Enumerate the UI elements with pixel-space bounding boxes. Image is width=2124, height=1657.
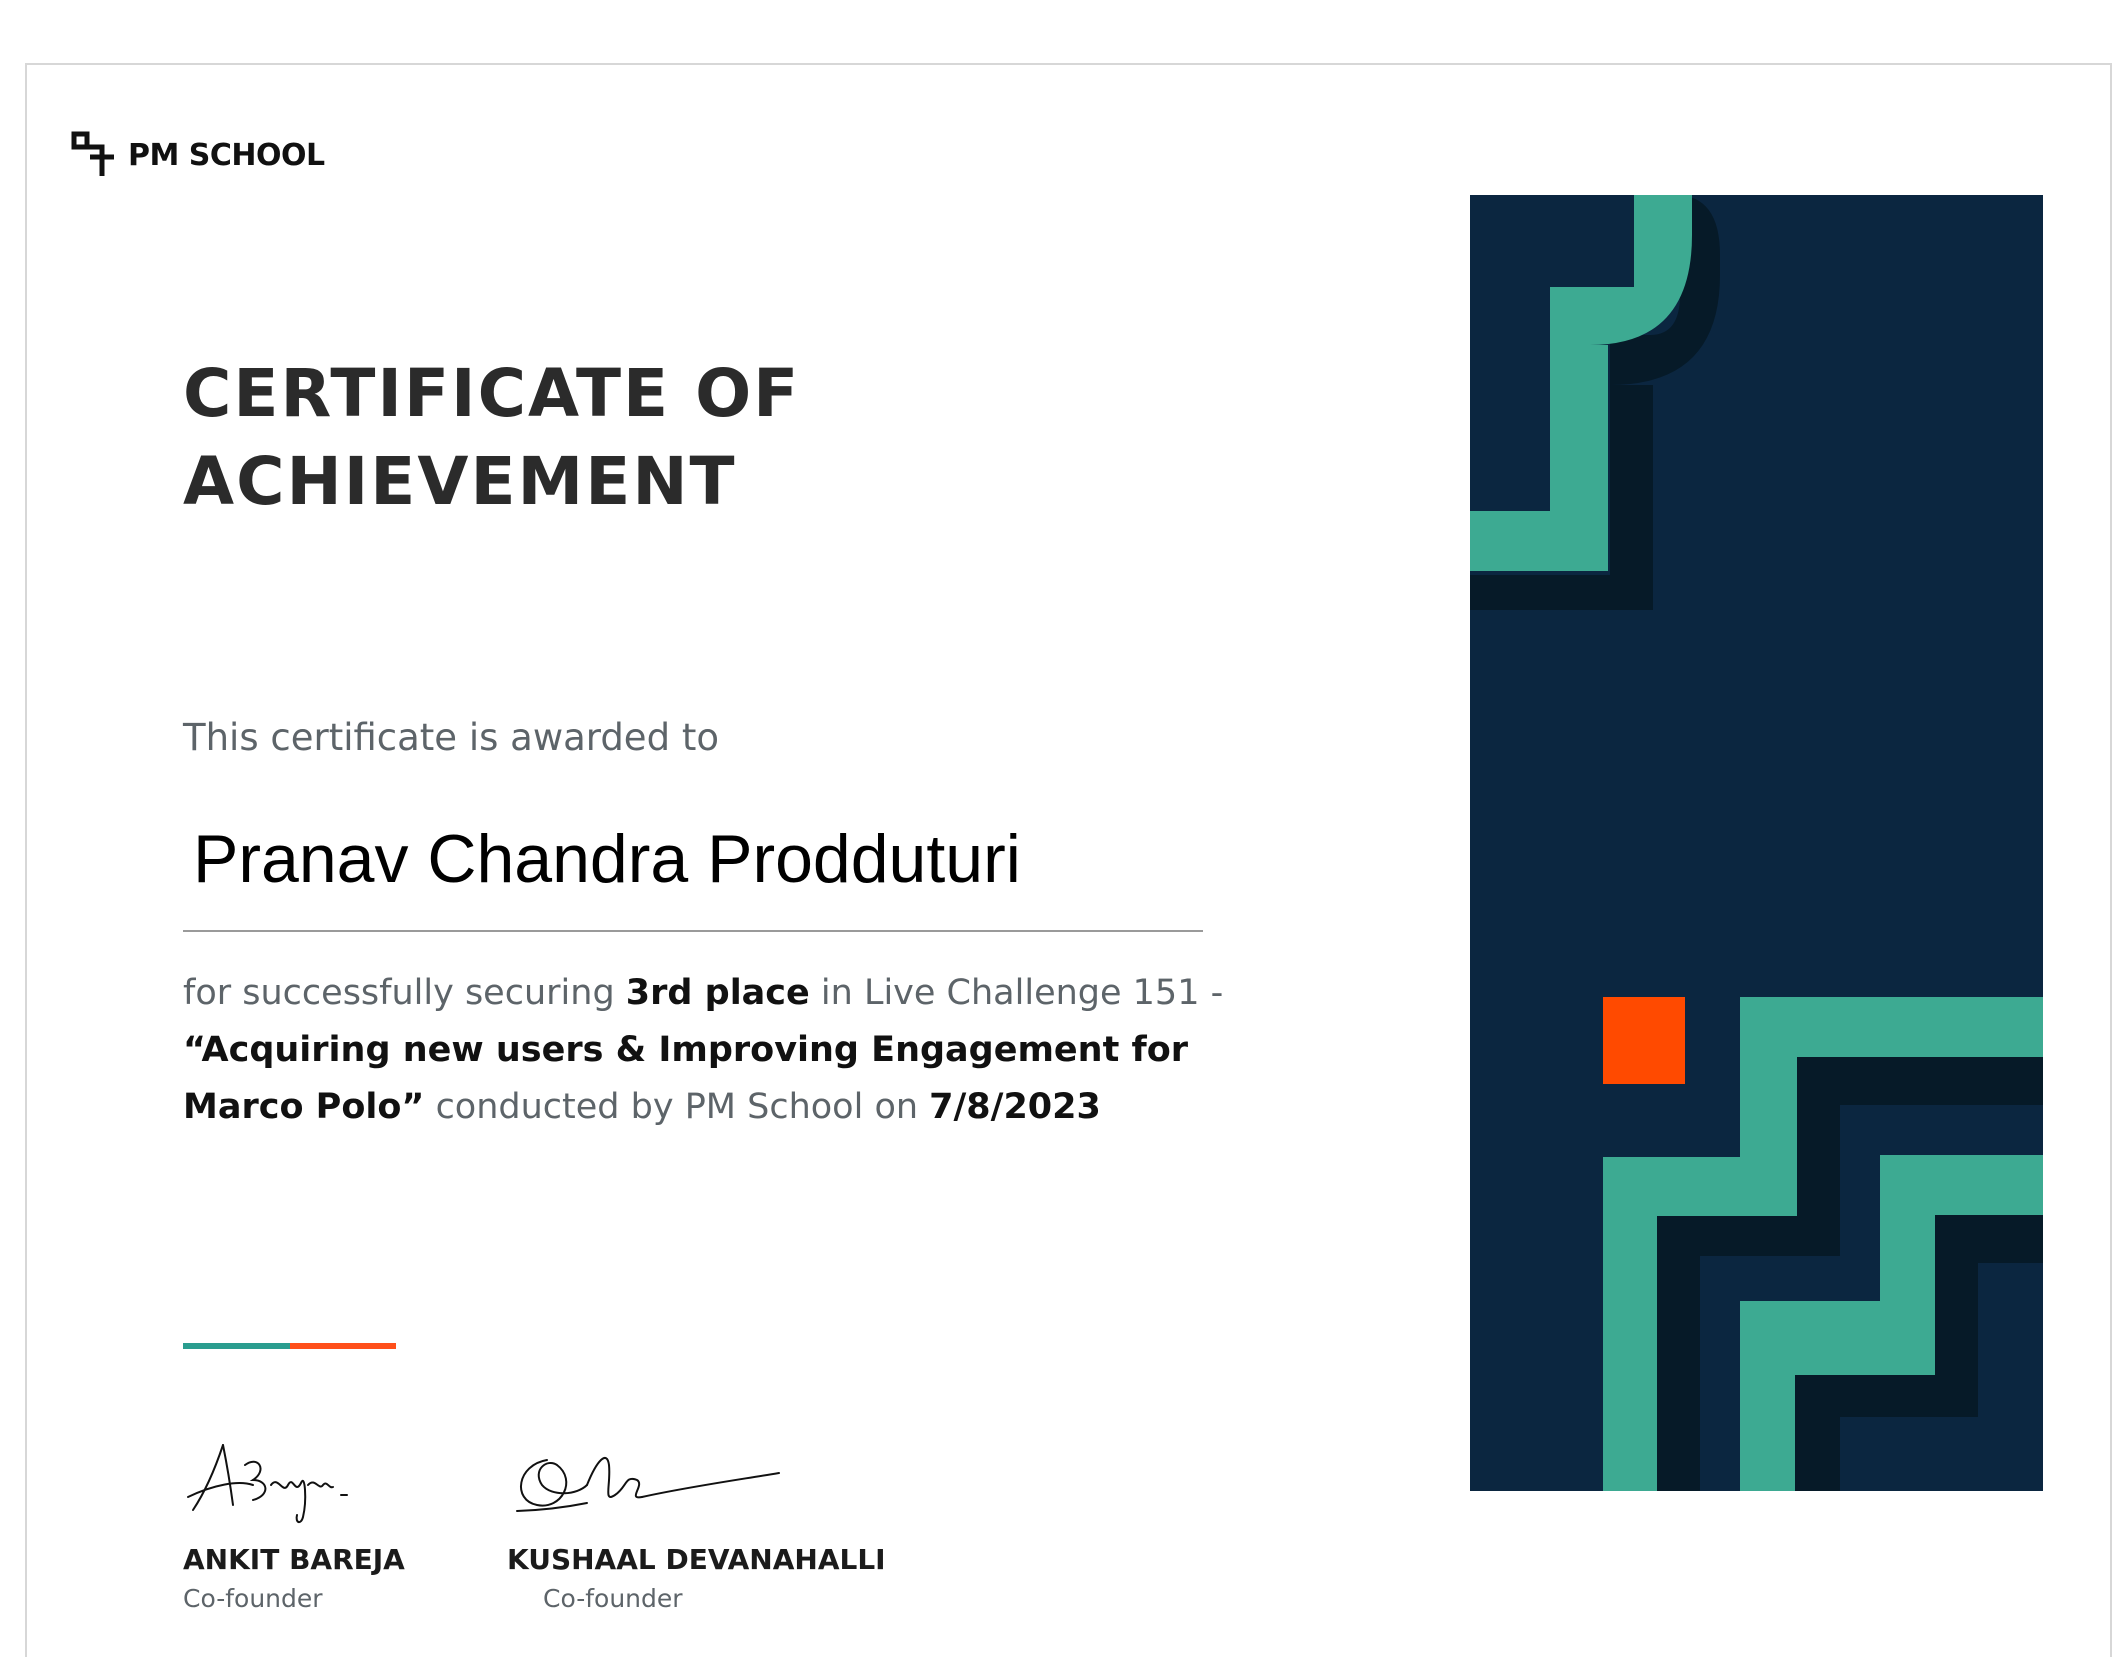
desc-part-3: conducted by PM School on [424, 1087, 930, 1127]
challenge-date: 7/8/2023 [929, 1087, 1101, 1127]
signatory-name: ANKIT BAREJA [183, 1543, 405, 1576]
pattern-orange-square [1603, 997, 1685, 1084]
recipient-name: Pranav Chandra Prodduturi [193, 821, 1021, 897]
title-line-2: ACHIEVEMENT [183, 443, 737, 520]
pm-school-logo-icon [70, 130, 120, 180]
accent-teal-segment [183, 1343, 290, 1349]
desc-part-2: in Live Challenge 151 - [809, 973, 1224, 1013]
signature-block-1 [183, 1425, 405, 1613]
recipient-underline [183, 930, 1203, 932]
desc-part-1: for successfully securing [183, 973, 626, 1013]
challenge-name: “Acquiring new users & Improving Engagement for Marco Polo” [183, 1030, 1189, 1127]
placement: 3rd place [625, 973, 810, 1013]
accent-divider [183, 1343, 396, 1349]
signature-block-2 [507, 1425, 886, 1613]
brand-name: PM SCHOOL [128, 137, 325, 173]
signatory-role: Co-founder [183, 1584, 323, 1613]
achievement-description [183, 965, 1303, 1136]
signature-ankit-bareja [183, 1425, 383, 1525]
accent-orange-segment [290, 1343, 396, 1349]
signature-kushaal-devanahalli [507, 1425, 787, 1525]
signatory-name: KUSHAAL DEVANAHALLI [507, 1543, 886, 1576]
certificate-title [183, 350, 800, 526]
brand-logo [70, 130, 325, 180]
decorative-pattern-panel [1470, 195, 2043, 1491]
awarded-to-label: This certificate is awarded to [183, 716, 719, 759]
title-line-1: CERTIFICATE OF [183, 355, 801, 432]
signatory-role: Co-founder [543, 1584, 683, 1613]
